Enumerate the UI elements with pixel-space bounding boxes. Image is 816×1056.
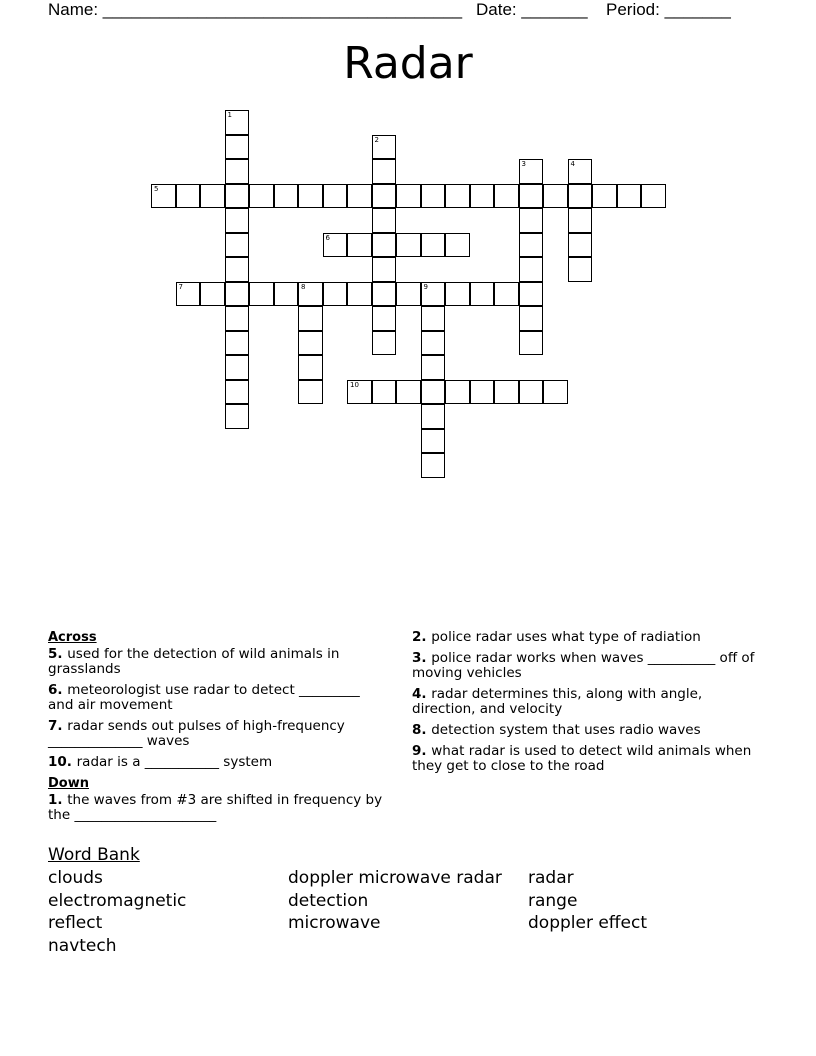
grid-cell[interactable] xyxy=(372,257,397,282)
grid-cell[interactable] xyxy=(347,282,372,307)
clue-text: police radar works when waves __________ off of moving vehicles xyxy=(412,650,755,681)
grid-cell[interactable] xyxy=(225,306,250,331)
word-bank-item: navtech xyxy=(48,935,117,956)
down-clue xyxy=(412,630,757,645)
grid-cell[interactable] xyxy=(568,184,593,209)
clue-number: 2. xyxy=(412,629,432,645)
clue-number: 7. xyxy=(48,718,68,734)
grid-cell[interactable] xyxy=(298,331,323,356)
grid-cell[interactable] xyxy=(445,282,470,307)
grid-cell[interactable] xyxy=(421,331,446,356)
grid-cell[interactable] xyxy=(372,159,397,184)
grid-cell[interactable] xyxy=(225,159,250,184)
clue-number: 5. xyxy=(48,646,68,662)
clue-number: 8. xyxy=(412,722,432,738)
grid-cell[interactable] xyxy=(396,233,421,258)
clue-number-label: 4 xyxy=(570,160,575,168)
grid-cell[interactable] xyxy=(445,233,470,258)
clue-number-label: 9 xyxy=(423,282,428,291)
grid-cell[interactable] xyxy=(274,282,299,307)
grid-cell[interactable] xyxy=(421,233,446,258)
clue-number-label: 10 xyxy=(350,380,359,389)
period-field[interactable]: Period: _______ xyxy=(606,0,731,19)
grid-cell[interactable] xyxy=(225,184,250,209)
grid-cell[interactable] xyxy=(470,380,495,405)
crossword-grid xyxy=(0,0,816,470)
grid-cell[interactable] xyxy=(298,355,323,380)
grid-cell[interactable] xyxy=(225,404,250,429)
grid-cell[interactable] xyxy=(641,184,666,209)
grid-cell[interactable] xyxy=(298,306,323,331)
grid-cell[interactable] xyxy=(543,184,568,209)
clue-number: 1. xyxy=(48,792,68,808)
grid-cell[interactable] xyxy=(568,159,593,184)
grid-cell[interactable] xyxy=(421,429,446,454)
grid-cell[interactable] xyxy=(519,257,544,282)
clue-text: used for the detection of wild animals in grasslands xyxy=(48,646,340,677)
grid-cell[interactable] xyxy=(200,184,225,209)
date-field[interactable]: Date: _______ xyxy=(476,0,588,19)
clues-left-column xyxy=(48,630,383,829)
clue-text: police radar uses what type of radiation xyxy=(431,629,701,645)
grid-cell[interactable] xyxy=(298,282,323,307)
grid-cell[interactable] xyxy=(225,135,250,160)
grid-cell[interactable] xyxy=(396,282,421,307)
grid-cell[interactable] xyxy=(494,282,519,307)
grid-cell[interactable] xyxy=(200,282,225,307)
across-clue xyxy=(48,755,383,770)
clue-number-label: 7 xyxy=(178,282,183,291)
grid-cell[interactable] xyxy=(372,380,397,405)
grid-cell[interactable] xyxy=(372,282,397,307)
grid-cell[interactable] xyxy=(225,380,250,405)
grid-cell[interactable] xyxy=(470,184,495,209)
clue-text: detection system that uses radio waves xyxy=(431,722,701,738)
grid-cell[interactable] xyxy=(323,282,348,307)
clue-number-label: 3 xyxy=(521,160,526,168)
grid-cell[interactable] xyxy=(519,306,544,331)
clue-number-label: 2 xyxy=(374,135,379,144)
clue-number: 6. xyxy=(48,682,68,698)
word-bank-item: electromagnetic xyxy=(48,890,187,911)
clues-right-column xyxy=(412,630,757,780)
clue-number-label: 5 xyxy=(154,184,159,193)
grid-cell[interactable] xyxy=(347,233,372,258)
grid-cell[interactable] xyxy=(347,184,372,209)
grid-cell[interactable] xyxy=(421,184,446,209)
grid-cell[interactable] xyxy=(298,380,323,405)
grid-cell[interactable] xyxy=(421,282,446,307)
clue-text: radar sends out pulses of high-frequency ______________ waves xyxy=(48,718,345,749)
grid-cell[interactable] xyxy=(568,257,593,282)
grid-cell[interactable] xyxy=(470,282,495,307)
grid-cell[interactable] xyxy=(372,208,397,233)
grid-cell[interactable] xyxy=(372,331,397,356)
grid-cell[interactable] xyxy=(323,184,348,209)
word-bank-item: clouds xyxy=(48,868,103,888)
clue-text: meteorologist use radar to detect _________ and air movement xyxy=(48,682,360,713)
grid-cell[interactable] xyxy=(568,208,593,233)
down-clue xyxy=(412,687,757,717)
down-clue xyxy=(412,723,757,738)
across-heading: Across xyxy=(48,630,97,645)
word-bank-title: Word Bank xyxy=(48,845,140,865)
grid-cell[interactable] xyxy=(519,208,544,233)
grid-cell[interactable] xyxy=(151,184,176,209)
clue-number: 3. xyxy=(412,650,432,666)
puzzle-title: Radar xyxy=(343,38,473,89)
across-clue xyxy=(48,647,383,677)
word-bank-item: range xyxy=(528,890,578,911)
grid-cell[interactable] xyxy=(249,184,274,209)
grid-cell[interactable] xyxy=(445,184,470,209)
across-clue xyxy=(48,719,383,749)
clue-number-label: 6 xyxy=(325,233,330,242)
grid-cell[interactable] xyxy=(421,355,446,380)
grid-cell[interactable] xyxy=(225,257,250,282)
grid-cell[interactable] xyxy=(396,380,421,405)
grid-cell[interactable] xyxy=(347,380,372,405)
word-bank-item: microwave xyxy=(288,913,381,933)
grid-cell[interactable] xyxy=(617,184,642,209)
grid-cell[interactable] xyxy=(225,355,250,380)
grid-cell[interactable] xyxy=(176,184,201,209)
grid-cell[interactable] xyxy=(372,184,397,209)
word-bank-item: doppler effect xyxy=(528,913,647,933)
grid-cell[interactable] xyxy=(176,282,201,307)
across-clue xyxy=(48,683,383,713)
grid-cell[interactable] xyxy=(421,306,446,331)
name-field[interactable]: Name: ______________________________________ xyxy=(48,0,463,19)
clue-text: radar is a ___________ system xyxy=(76,754,273,770)
clue-number: 10. xyxy=(48,754,77,770)
word-bank-item: radar xyxy=(528,868,574,888)
clue-number-label: 1 xyxy=(227,111,232,119)
grid-cell[interactable] xyxy=(225,233,250,258)
word-bank-item: doppler microwave radar xyxy=(288,868,502,888)
grid-cell[interactable] xyxy=(225,282,250,307)
down-clue xyxy=(412,744,757,774)
clue-number: 4. xyxy=(412,686,432,702)
word-bank-item: detection xyxy=(288,890,369,911)
grid-cell[interactable] xyxy=(421,453,446,478)
grid-cell[interactable] xyxy=(568,233,593,258)
grid-cell[interactable] xyxy=(592,184,617,209)
grid-cell[interactable] xyxy=(372,306,397,331)
grid-cell[interactable] xyxy=(298,184,323,209)
grid-cell[interactable] xyxy=(519,233,544,258)
clue-text: what radar is used to detect wild animals when they get to close to the road xyxy=(412,743,752,774)
grid-cell[interactable] xyxy=(249,282,274,307)
grid-cell[interactable] xyxy=(421,404,446,429)
down-heading: Down xyxy=(48,776,89,791)
down-clue xyxy=(412,651,757,681)
clue-text: radar determines this, along with angle, direction, and velocity xyxy=(412,686,703,717)
grid-cell[interactable] xyxy=(323,233,348,258)
grid-cell[interactable] xyxy=(519,282,544,307)
grid-cell[interactable] xyxy=(519,184,544,209)
grid-cell[interactable] xyxy=(519,380,544,405)
grid-cell[interactable] xyxy=(494,380,519,405)
clue-number-label: 8 xyxy=(301,282,306,291)
grid-cell[interactable] xyxy=(396,184,421,209)
clue-number: 9. xyxy=(412,743,432,759)
grid-cell[interactable] xyxy=(494,184,519,209)
grid-cell[interactable] xyxy=(519,159,544,184)
word-bank-item: reflect xyxy=(48,913,103,933)
grid-cell[interactable] xyxy=(225,208,250,233)
grid-cell[interactable] xyxy=(519,331,544,356)
grid-cell[interactable] xyxy=(445,380,470,405)
down-clue xyxy=(48,793,383,823)
grid-cell[interactable] xyxy=(421,380,446,405)
grid-cell[interactable] xyxy=(372,135,397,160)
grid-cell[interactable] xyxy=(543,380,568,405)
grid-cell[interactable] xyxy=(372,233,397,258)
grid-cell[interactable] xyxy=(225,110,250,135)
grid-cell[interactable] xyxy=(225,331,250,356)
clue-text: the waves from #3 are shifted in frequency by the _____________________ xyxy=(48,792,383,823)
grid-cell[interactable] xyxy=(274,184,299,209)
